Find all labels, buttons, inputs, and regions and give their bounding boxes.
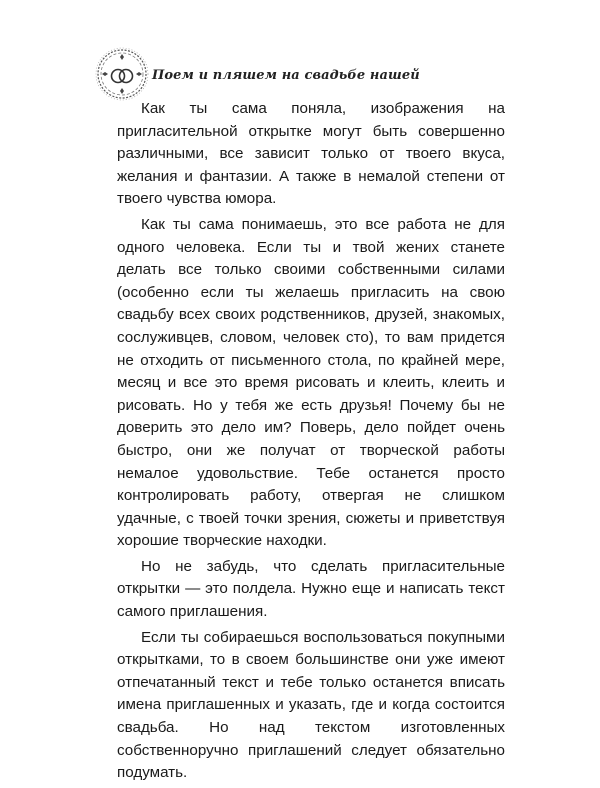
running-title: Поем и пляшем на свадьбе нашей — [152, 68, 420, 83]
body-text — [117, 98, 505, 788]
paragraph: Но не забудь, что сделать пригласительные открытки — это полдела. Нужно еще и написать текст самого приглашения. — [117, 557, 505, 621]
paragraph: Если ты собираешься воспользоваться покупными открытками, то в своем большинстве они уже имеют отпечатанный текст и тебе только останется вписать имена приглашенных и указать, где и когда состоится свадьба. Но над текстом изготовленных собственноручно приглашений следует обязательно подумать. — [117, 628, 505, 782]
wedding-rings-wreath-icon — [94, 46, 150, 102]
paragraph: Как ты сама понимаешь, это все работа не для одного человека. Если ты и твой жених станете делать все только своими собственными силами (особенно если ты желаешь пригласить на свою свадьбу всех своих родственников, друзей, знакомых, сослуживцев, словом, человек сто), то вам придется не отходить от письменного стола, по крайней мере, месяц и все это время рисовать и клеить, клеить и рисовать. Но у тебя же есть друзья! Почему бы не доверить это дело им? Поверь, дело пойдет очень быстро, они же получат от творческой работы немалое удовольствие. Тебе останется просто контролировать работу, отвергая не слишком удачные, с твоей точки зрения, сюжеты и приветствуя хорошие творческие находки. — [117, 215, 505, 550]
paragraph: Как ты сама поняла, изображения на пригласительной открытке могут быть совершенно различными, все зависит только от твоего вкуса, желания и фантазии. А также в немалой степени от твоего чувства юмора. — [117, 100, 505, 208]
page-header — [94, 46, 514, 106]
